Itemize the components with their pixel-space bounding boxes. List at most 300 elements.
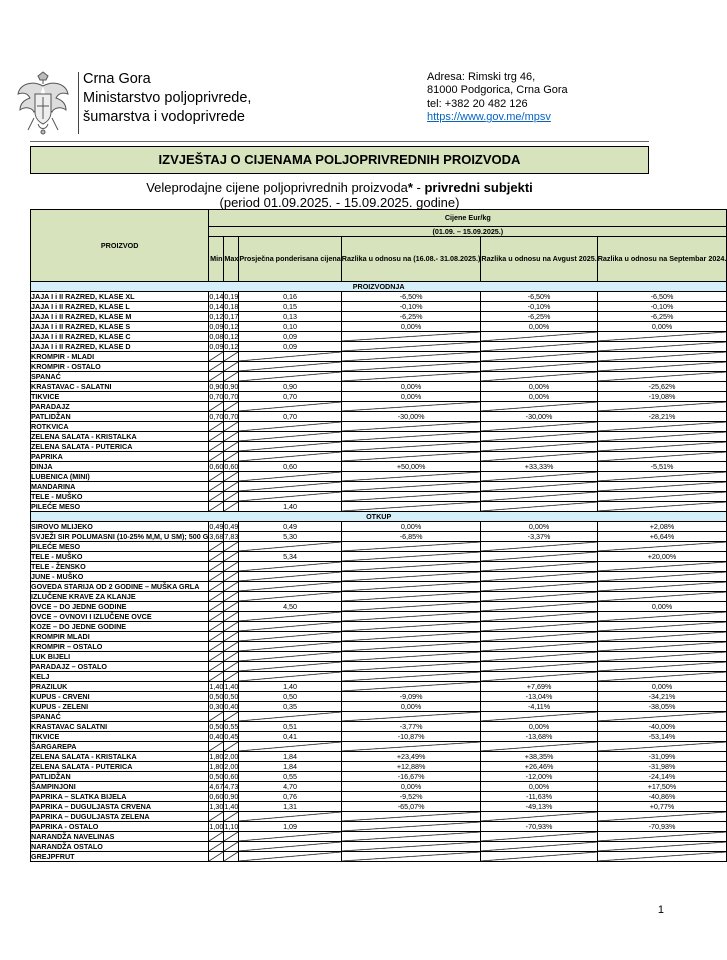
value-cell: 0,09 — [209, 321, 224, 331]
empty-cell — [481, 472, 597, 482]
value-cell: +38,35% — [481, 752, 597, 762]
table-row — [31, 682, 727, 692]
empty-cell — [239, 812, 341, 822]
product-name: PAPRIKA – DUGULJASTA CRVENA — [31, 802, 209, 812]
empty-cell — [341, 402, 481, 412]
product-name: KUPUS - CRVENI — [31, 692, 209, 702]
empty-cell — [481, 372, 597, 382]
product-name: ZELENA SALATA - KRISTALKA — [31, 432, 209, 442]
value-cell: 0,09 — [209, 341, 224, 351]
product-name: KELJ — [31, 672, 209, 682]
value-cell: 0,51 — [239, 722, 341, 732]
empty-cell — [481, 542, 597, 552]
empty-cell — [481, 622, 597, 632]
product-name: PAPRIKA – DUGULJASTA ZELENA — [31, 812, 209, 822]
empty-cell — [597, 452, 727, 462]
value-cell: 0,00% — [481, 782, 597, 792]
table-row — [31, 672, 727, 682]
value-cell: -40,86% — [597, 792, 727, 802]
empty-cell — [209, 742, 224, 752]
ministry-name — [83, 70, 251, 127]
value-cell: 1,40 — [224, 801, 239, 811]
value-cell: 4,73 — [224, 781, 239, 791]
empty-cell — [239, 582, 341, 592]
value-cell: +33,33% — [481, 462, 597, 472]
table-row — [31, 372, 727, 382]
product-name: PATLIDŽAN — [31, 772, 209, 782]
value-cell: +23,49% — [341, 752, 481, 762]
col-diff1-header: Razlika u odnosu na (16.08.- 31.08.2025.) — [341, 237, 481, 282]
product-name: KRASTAVAC - SALATNI — [31, 382, 209, 392]
empty-cell — [209, 812, 224, 822]
empty-cell — [597, 852, 727, 862]
empty-cell — [481, 742, 597, 752]
value-cell: 0,70 — [209, 411, 224, 421]
empty-cell — [209, 662, 224, 672]
table-row — [31, 582, 727, 592]
empty-cell — [597, 492, 727, 502]
empty-cell — [209, 502, 224, 512]
col-max-header: Max — [224, 237, 239, 282]
product-name: KOZE – DO JEDNE GODINE — [31, 622, 209, 632]
product-name: JAJA I i II RAZRED, KLASE D — [31, 342, 209, 352]
empty-cell — [481, 552, 597, 562]
table-row — [31, 602, 727, 612]
empty-cell — [481, 712, 597, 722]
value-cell: -31,09% — [597, 752, 727, 762]
empty-cell — [481, 652, 597, 662]
subtitle-bold: privredni subjekti — [424, 180, 533, 195]
value-cell: 1,84 — [239, 762, 341, 772]
table-row — [31, 732, 727, 742]
table-row — [31, 532, 727, 542]
product-name: PRAZILUK — [31, 682, 209, 692]
value-cell: +2,08% — [597, 522, 727, 532]
empty-cell — [597, 372, 727, 382]
value-cell: -0,10% — [481, 302, 597, 312]
value-cell: 1,80 — [209, 751, 224, 761]
coat-of-arms-icon — [14, 70, 72, 136]
empty-cell — [597, 542, 727, 552]
value-cell: -6,25% — [481, 312, 597, 322]
empty-cell — [239, 562, 341, 572]
empty-cell — [341, 542, 481, 552]
table-row — [31, 592, 727, 602]
empty-cell — [341, 632, 481, 642]
product-name: MANDARINA — [31, 482, 209, 492]
value-cell: 0,50 — [209, 721, 224, 731]
table-row — [31, 352, 727, 362]
empty-cell — [341, 582, 481, 592]
value-cell: +17,50% — [597, 782, 727, 792]
empty-cell — [224, 672, 239, 682]
table-row — [31, 742, 727, 752]
empty-cell — [481, 572, 597, 582]
value-cell: +12,88% — [341, 762, 481, 772]
value-cell: -6,50% — [481, 292, 597, 302]
empty-cell — [597, 742, 727, 752]
product-name: IZLUČENE KRAVE ZA KLANJE — [31, 592, 209, 602]
empty-cell — [224, 842, 239, 852]
page-number: 1 — [657, 904, 664, 916]
empty-cell — [341, 682, 481, 692]
org-line-3: šumarstva i vodoprivrede — [83, 109, 245, 125]
empty-cell — [341, 672, 481, 682]
empty-cell — [209, 432, 224, 442]
value-cell: -19,08% — [597, 392, 727, 402]
value-cell: +7,69% — [481, 682, 597, 692]
empty-cell — [597, 672, 727, 682]
value-cell: 0,49 — [224, 521, 239, 531]
col-group-header: Cijene Eur/kg — [209, 210, 727, 227]
value-cell: 0,55 — [224, 721, 239, 731]
empty-cell — [597, 442, 727, 452]
value-cell: 0,70 — [209, 391, 224, 401]
section-header: OTKUP — [31, 512, 727, 522]
value-cell: 0,09 — [239, 342, 341, 352]
product-name: LUK BIJELI — [31, 652, 209, 662]
empty-cell — [224, 632, 239, 642]
value-cell: 0,14 — [209, 301, 224, 311]
empty-cell — [209, 352, 224, 362]
empty-cell — [341, 602, 481, 612]
value-cell: -40,00% — [597, 722, 727, 732]
table-row — [31, 462, 727, 472]
table-row — [31, 432, 727, 442]
empty-cell — [209, 472, 224, 482]
table-row — [31, 342, 727, 352]
product-name: KROMPIR MLADI — [31, 632, 209, 642]
product-name: ROTKVICA — [31, 422, 209, 432]
empty-cell — [597, 562, 727, 572]
empty-cell — [224, 712, 239, 722]
empty-cell — [224, 562, 239, 572]
subtitle-star: * — [407, 180, 413, 195]
empty-cell — [597, 832, 727, 842]
product-name: TELE - MUŠKO — [31, 492, 209, 502]
value-cell: -70,93% — [481, 822, 597, 832]
empty-cell — [481, 672, 597, 682]
empty-cell — [481, 642, 597, 652]
empty-cell — [341, 452, 481, 462]
col-diff2-header: Razlika u odnosu na Avgust 2025. — [481, 237, 597, 282]
value-cell: -9,52% — [341, 792, 481, 802]
empty-cell — [209, 652, 224, 662]
empty-cell — [209, 452, 224, 462]
empty-cell — [597, 352, 727, 362]
empty-cell — [481, 602, 597, 612]
empty-cell — [224, 812, 239, 822]
value-cell: 0,90 — [209, 381, 224, 391]
empty-cell — [239, 842, 341, 852]
value-cell: 2,00 — [224, 751, 239, 761]
table-row — [31, 482, 727, 492]
empty-cell — [481, 582, 597, 592]
empty-cell — [209, 622, 224, 632]
value-cell: 0,13 — [239, 312, 341, 322]
empty-cell — [597, 472, 727, 482]
value-cell: 0,50 — [224, 691, 239, 701]
empty-cell — [481, 502, 597, 512]
value-cell: 1,30 — [209, 801, 224, 811]
empty-cell — [597, 332, 727, 342]
product-name: KUPUS - ZELENI — [31, 702, 209, 712]
empty-cell — [341, 482, 481, 492]
product-name: KRASTAVAC SALATNI — [31, 722, 209, 732]
price-table — [30, 209, 727, 862]
value-cell: -30,00% — [481, 412, 597, 422]
product-name: GREJPFRUT — [31, 852, 209, 862]
empty-cell — [224, 572, 239, 582]
empty-cell — [481, 612, 597, 622]
empty-cell — [239, 352, 341, 362]
product-name: NARANDŽA NAVELINAS — [31, 832, 209, 842]
value-cell: -24,14% — [597, 772, 727, 782]
value-cell: 0,70 — [239, 392, 341, 402]
report-subtitle — [0, 180, 679, 195]
empty-cell — [239, 362, 341, 372]
empty-cell — [239, 542, 341, 552]
empty-cell — [224, 452, 239, 462]
table-row — [31, 472, 727, 482]
empty-cell — [224, 442, 239, 452]
value-cell: -38,05% — [597, 702, 727, 712]
empty-cell — [341, 662, 481, 672]
empty-cell — [341, 342, 481, 352]
value-cell: 4,50 — [239, 602, 341, 612]
value-cell: 0,70 — [239, 412, 341, 422]
value-cell: 0,49 — [239, 522, 341, 532]
empty-cell — [209, 572, 224, 582]
empty-cell — [224, 492, 239, 502]
product-name: PAPRIKA - OSTALO — [31, 822, 209, 832]
value-cell: -49,13% — [481, 802, 597, 812]
empty-cell — [341, 822, 481, 832]
subtitle-dash: - — [412, 180, 425, 195]
empty-cell — [224, 742, 239, 752]
value-cell: -6,50% — [341, 292, 481, 302]
product-name: ŠARGAREPA — [31, 742, 209, 752]
empty-cell — [224, 642, 239, 652]
col-avg-header: Prosječna ponderisana cijena — [239, 237, 341, 282]
value-cell: 0,70 — [224, 411, 239, 421]
product-name: TIKVICE — [31, 732, 209, 742]
empty-cell — [224, 352, 239, 362]
product-name: PATLIDŽAN — [31, 412, 209, 422]
value-cell: 0,35 — [239, 702, 341, 712]
empty-cell — [597, 712, 727, 722]
empty-cell — [224, 402, 239, 412]
empty-cell — [481, 442, 597, 452]
empty-cell — [239, 482, 341, 492]
empty-cell — [341, 612, 481, 622]
empty-cell — [597, 482, 727, 492]
table-row — [31, 452, 727, 462]
value-cell: 0,90 — [224, 381, 239, 391]
value-cell: -9,09% — [341, 692, 481, 702]
empty-cell — [481, 362, 597, 372]
empty-cell — [341, 832, 481, 842]
product-name: JUNE - MUŠKO — [31, 572, 209, 582]
empty-cell — [224, 542, 239, 552]
product-name: PILEĆE MESO — [31, 542, 209, 552]
table-row — [31, 792, 727, 802]
value-cell: -0,10% — [597, 302, 727, 312]
value-cell: 1,31 — [239, 802, 341, 812]
value-cell: -70,93% — [597, 822, 727, 832]
table-row — [31, 402, 727, 412]
value-cell: -4,11% — [481, 702, 597, 712]
empty-cell — [597, 842, 727, 852]
value-cell: 0,00% — [341, 522, 481, 532]
empty-cell — [481, 432, 597, 442]
empty-cell — [224, 472, 239, 482]
table-row — [31, 502, 727, 512]
value-cell: 0,55 — [239, 772, 341, 782]
product-name: PARADAJZ – OSTALO — [31, 662, 209, 672]
product-name: PARADAJZ — [31, 402, 209, 412]
value-cell: 1,10 — [224, 821, 239, 831]
org-line-2: Ministarstvo poljoprivrede, — [83, 90, 252, 106]
value-cell: 0,00% — [597, 322, 727, 332]
value-cell: +6,64% — [597, 532, 727, 542]
empty-cell — [597, 422, 727, 432]
value-cell: -3,37% — [481, 532, 597, 542]
empty-cell — [341, 332, 481, 342]
empty-cell — [209, 362, 224, 372]
value-cell: 0,90 — [239, 382, 341, 392]
empty-cell — [597, 502, 727, 512]
empty-cell — [239, 572, 341, 582]
empty-cell — [209, 852, 224, 862]
empty-cell — [239, 642, 341, 652]
empty-cell — [239, 612, 341, 622]
value-cell: 0,60 — [209, 461, 224, 471]
value-cell: 0,50 — [239, 692, 341, 702]
empty-cell — [239, 592, 341, 602]
table-row — [31, 332, 727, 342]
value-cell: +20,00% — [597, 552, 727, 562]
value-cell: -6,50% — [597, 292, 727, 302]
product-name: PILEĆE MESO — [31, 502, 209, 512]
value-cell: -5,51% — [597, 462, 727, 472]
product-name: DINJA — [31, 462, 209, 472]
empty-cell — [239, 372, 341, 382]
value-cell: -11,63% — [481, 792, 597, 802]
empty-cell — [239, 632, 341, 642]
empty-cell — [481, 332, 597, 342]
product-name: TELE - MUŠKO — [31, 552, 209, 562]
table-row — [31, 572, 727, 582]
table-row — [31, 752, 727, 762]
empty-cell — [224, 582, 239, 592]
empty-cell — [597, 632, 727, 642]
table-row — [31, 692, 727, 702]
empty-cell — [341, 652, 481, 662]
value-cell: -3,77% — [341, 722, 481, 732]
empty-cell — [597, 652, 727, 662]
table-row — [31, 552, 727, 562]
empty-cell — [224, 372, 239, 382]
empty-cell — [239, 662, 341, 672]
value-cell: 0,60 — [209, 791, 224, 801]
col-diff3-header: Razlika u odnosu na Septembar 2024. — [597, 237, 727, 282]
empty-cell — [239, 622, 341, 632]
table-row — [31, 492, 727, 502]
value-cell: +26,46% — [481, 762, 597, 772]
table-row — [31, 322, 727, 332]
empty-cell — [597, 592, 727, 602]
value-cell: 0,00% — [481, 322, 597, 332]
product-name: GOVEDA STARIJA OD 2 GODINE – MUŠKA GRLA — [31, 582, 209, 592]
product-name: OVCE – OVNOVI I IZLUČENE OVCE — [31, 612, 209, 622]
empty-cell — [239, 472, 341, 482]
empty-cell — [224, 592, 239, 602]
value-cell: 0,16 — [239, 292, 341, 302]
empty-cell — [341, 742, 481, 752]
value-cell: 0,19 — [224, 291, 239, 301]
report-title: IZVJEŠTAJ O CIJENAMA POLJOPRIVREDNIH PROIZVODA — [30, 146, 649, 174]
value-cell: 0,70 — [224, 391, 239, 401]
value-cell: 0,12 — [209, 311, 224, 321]
value-cell: 0,12 — [224, 341, 239, 351]
value-cell: -65,07% — [341, 802, 481, 812]
website-link[interactable]: https://www.gov.me/mpsv — [427, 111, 551, 124]
table-row — [31, 832, 727, 842]
empty-cell — [239, 452, 341, 462]
value-cell: 4,67 — [209, 781, 224, 791]
table-row — [31, 292, 727, 302]
empty-cell — [597, 812, 727, 822]
table-row — [31, 812, 727, 822]
value-cell: 0,00% — [597, 602, 727, 612]
empty-cell — [341, 492, 481, 502]
table-row — [31, 542, 727, 552]
value-cell: 0,00% — [341, 382, 481, 392]
value-cell: 0,50 — [209, 691, 224, 701]
value-cell: 0,08 — [209, 331, 224, 341]
empty-cell — [341, 502, 481, 512]
empty-cell — [209, 562, 224, 572]
empty-cell — [341, 562, 481, 572]
empty-cell — [597, 572, 727, 582]
value-cell: 0,10 — [239, 322, 341, 332]
empty-cell — [209, 712, 224, 722]
empty-cell — [209, 592, 224, 602]
value-cell: +50,00% — [341, 462, 481, 472]
empty-cell — [224, 852, 239, 862]
value-cell: 1,80 — [209, 761, 224, 771]
empty-cell — [224, 652, 239, 662]
empty-cell — [239, 852, 341, 862]
empty-cell — [209, 602, 224, 612]
empty-cell — [224, 502, 239, 512]
empty-cell — [209, 552, 224, 562]
price-table-body — [31, 282, 727, 862]
value-cell: 0,00% — [597, 682, 727, 692]
value-cell: 1,40 — [209, 681, 224, 691]
table-row — [31, 842, 727, 852]
value-cell: -13,04% — [481, 692, 597, 702]
product-name: ŠAMPINJONI — [31, 782, 209, 792]
value-cell: -34,21% — [597, 692, 727, 702]
empty-cell — [341, 362, 481, 372]
product-name: SPANAĆ — [31, 712, 209, 722]
empty-cell — [597, 402, 727, 412]
empty-cell — [224, 432, 239, 442]
empty-cell — [597, 432, 727, 442]
value-cell: -0,10% — [341, 302, 481, 312]
